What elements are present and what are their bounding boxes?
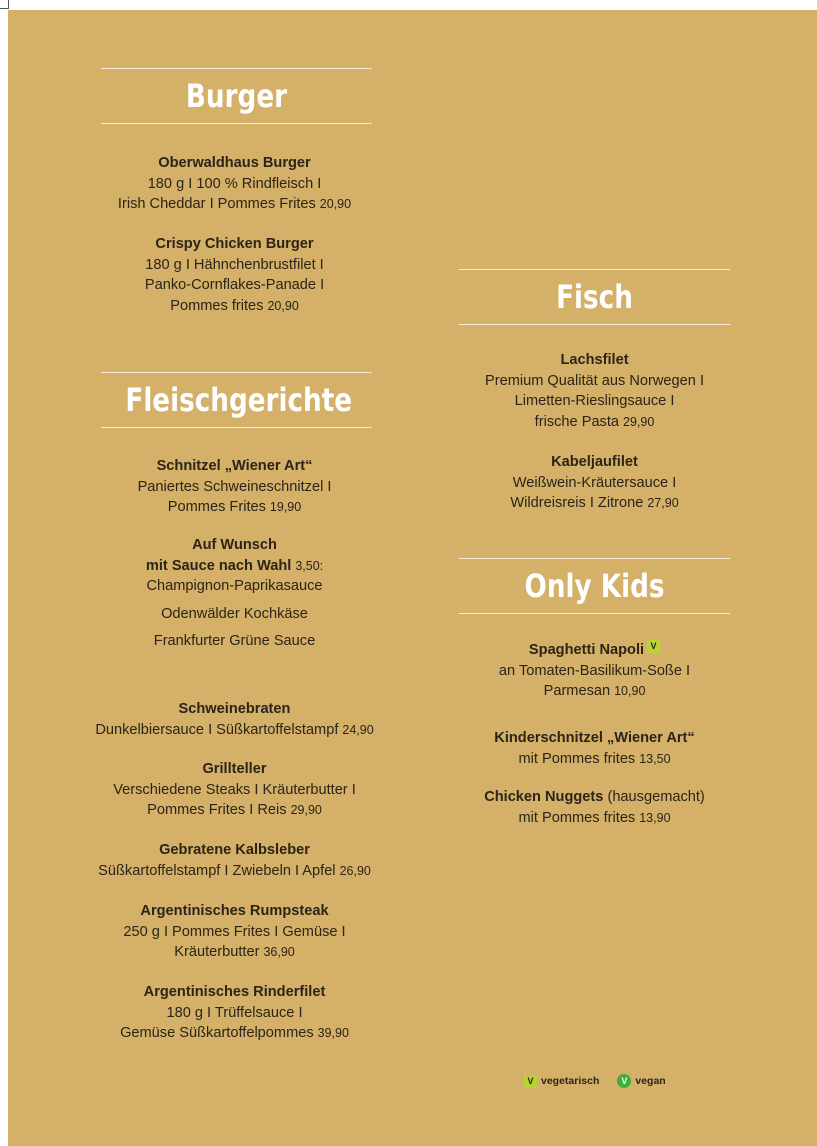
item-description: Pommes Frites I Reis [147, 802, 287, 818]
divider [101, 123, 372, 124]
divider [459, 613, 730, 614]
item-description: mit Pommes frites [518, 809, 636, 826]
diet-legend [524, 1074, 666, 1088]
item-price: 19,90 [269, 500, 302, 514]
item-price: 10,90 [614, 684, 646, 698]
item-description: 180 g I 100 % Rindfleisch I [147, 175, 322, 192]
menu-item-crispy-chicken-burger [48, 234, 421, 316]
menu-item-lachsfilet [428, 350, 761, 432]
vegetarian-icon: V [524, 1075, 537, 1088]
item-price: 3,50: [295, 558, 324, 573]
item-price: 20,90 [319, 197, 352, 211]
item-price: 29,90 [290, 803, 322, 817]
item-description: Parmesan [543, 683, 611, 699]
item-description: 180 g I Trüffelsauce I [166, 1004, 303, 1021]
item-description: Süßkartoffelstampf I Zwiebeln I Apfel [98, 862, 336, 879]
menu-item-grillteller [48, 759, 421, 821]
section-heading-burger [101, 68, 372, 124]
item-description: Wildreisreis I Zitrone [510, 495, 644, 511]
item-name: Grillteller [202, 761, 267, 777]
menu-item-kabeljaufilet [428, 452, 761, 514]
item-description: Panko-Cornflakes-Panade I [144, 277, 325, 293]
sauce-option: Champignon-Paprikasauce [146, 578, 323, 594]
divider [101, 427, 372, 428]
section-heading-fleischgerichte [101, 372, 372, 428]
section-title: Fisch [556, 278, 633, 316]
menu-item-rinderfilet [48, 982, 421, 1044]
item-name: Chicken Nuggets [484, 789, 604, 805]
section-heading-fisch [459, 269, 730, 325]
menu-item-kalbsleber [48, 840, 421, 881]
item-description: Kräuterbutter [174, 944, 260, 960]
menu-item-schnitzel [48, 456, 421, 518]
item-price: 13,50 [639, 751, 671, 766]
item-description: Limetten-Rieslingsauce I [514, 393, 675, 409]
sauce-option: Frankfurter Grüne Sauce [153, 633, 316, 649]
menu-item-kinderschnitzel [428, 728, 761, 769]
item-description: Gemüse Süßkartoffelpommes [120, 1025, 314, 1041]
section-title: Only Kids [524, 567, 665, 605]
item-description: Verschiedene Steaks I Kräuterbutter I [113, 781, 356, 798]
menu-item-rumpsteak [48, 901, 421, 963]
item-name: Argentinisches Rumpsteak [140, 903, 329, 919]
item-description: 180 g I Hähnchenbrustfilet I [145, 256, 324, 273]
item-price: 27,90 [647, 496, 679, 510]
item-description: Premium Qualität aus Norwegen I [485, 372, 704, 389]
sauce-option: Odenwälder Kochkäse [161, 605, 308, 622]
legend-label-vegetarian: vegetarisch [541, 1075, 600, 1087]
item-note: (hausgemacht) [607, 789, 705, 805]
item-name: Kinderschnitzel „Wiener Art“ [494, 730, 695, 746]
item-description: an Tomaten-Basilikum-Soße I [498, 662, 691, 679]
item-name: Auf Wunsch [192, 537, 277, 553]
item-description: Paniertes Schweineschnitzel I [137, 478, 332, 495]
menu-item-oberwaldhaus-burger [48, 153, 421, 215]
item-name: Crispy Chicken Burger [155, 236, 314, 252]
item-price: 13,90 [639, 810, 671, 825]
item-description: mit Pommes frites [518, 750, 636, 767]
item-name: Lachsfilet [560, 352, 629, 368]
vegan-icon: V [617, 1074, 631, 1088]
item-name: Schweinebraten [178, 701, 291, 717]
menu-item-chicken-nuggets [428, 787, 761, 828]
crop-mark [0, 0, 9, 9]
item-description: Pommes Frites [167, 499, 266, 515]
item-name: Argentinisches Rinderfilet [143, 984, 326, 1000]
section-title: Fleischgerichte [125, 381, 353, 419]
item-name: Schnitzel „Wiener Art“ [156, 458, 313, 474]
section-heading-only-kids [459, 558, 730, 614]
section-title: Burger [185, 77, 288, 115]
item-price: 36,90 [263, 945, 295, 959]
item-name: Gebratene Kalbsleber [159, 842, 310, 858]
item-name: Oberwaldhaus Burger [158, 155, 311, 171]
item-price: 20,90 [267, 298, 299, 313]
menu-item-schweinebraten [48, 699, 421, 740]
menu-page [8, 10, 817, 1146]
menu-item-spaghetti-napoli [428, 640, 761, 702]
item-name: Spaghetti Napoli [528, 642, 645, 658]
menu-item-sauce-option [48, 535, 421, 652]
item-price: 29,90 [623, 414, 655, 429]
vegetarian-badge-icon: V [647, 640, 660, 653]
divider [459, 324, 730, 325]
item-name: Kabeljaufilet [551, 454, 638, 470]
legend-label-vegan: vegan [635, 1075, 666, 1087]
item-price: 26,90 [339, 863, 371, 878]
item-description: Irish Cheddar I Pommes Frites [117, 196, 316, 212]
item-price: 24,90 [342, 722, 374, 737]
item-description: frische Pasta [534, 413, 620, 430]
item-description: 250 g I Pommes Frites I Gemüse I [123, 923, 346, 940]
item-description: Weißwein-Kräutersauce I [512, 474, 677, 491]
item-price: 39,90 [317, 1026, 349, 1040]
item-name: mit Sauce nach Wahl [145, 557, 292, 574]
item-description: Dunkelbiersauce I Süßkartoffelstampf [95, 721, 339, 738]
item-description: Pommes frites [170, 297, 264, 314]
